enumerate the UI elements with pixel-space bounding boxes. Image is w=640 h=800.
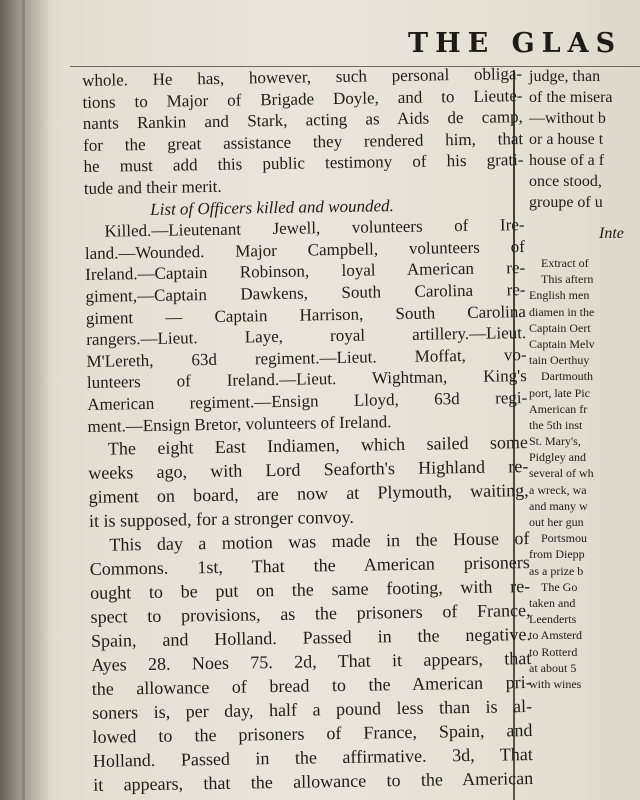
small-text-line: the 5th inst xyxy=(529,417,583,432)
text-line: judge, than xyxy=(529,68,601,85)
small-text-line: Captain Melv xyxy=(529,336,595,351)
text-line: for the great assistance they rendered him, that xyxy=(83,128,524,155)
text-line: lunteers of Ireland.—Lieut. Wightman, King's xyxy=(86,366,528,393)
text-line: the allowance of bread to the American pri- xyxy=(91,672,532,700)
text-line: Holland. Passed in the affirmative. 3d, That xyxy=(92,744,533,772)
small-text-line: Pidgley and xyxy=(529,450,586,465)
small-text-line: St. Mary's, xyxy=(529,434,581,449)
small-print-block xyxy=(529,255,640,692)
small-text-line: with wines xyxy=(529,676,582,691)
newspaper-masthead: THE GLAS xyxy=(408,28,623,59)
text-line: it appears, that the allowance to the American xyxy=(93,768,534,796)
small-text-line: Captain Oert xyxy=(529,320,591,335)
left-column xyxy=(82,63,533,797)
small-text-line: out her gun xyxy=(529,515,584,529)
small-text-line: Extract of xyxy=(541,256,589,270)
text-line: American regiment.—Ensign Lloyd, 63d regi- xyxy=(87,387,528,414)
text-line: rangers.—Lieut. Laye, royal artillery.—Lieut. xyxy=(86,323,527,350)
small-text-line: tain Oerthuy xyxy=(529,353,590,368)
small-text-line: This aftern xyxy=(541,272,594,287)
text-line: ment.—Ensign Bretor, volunteers of Ireland. xyxy=(87,411,392,436)
text-line: The eight East Indiamen, which sailed some xyxy=(107,432,529,459)
small-text-line: to Rotterd xyxy=(529,644,578,659)
text-line: house of a f xyxy=(529,152,605,169)
text-line: M'Lereth, 63d regiment.—Lieut. Moffat, vo- xyxy=(86,344,527,371)
text-line: Commons. 1st, That the American prisoners xyxy=(89,552,530,580)
text-line: groupe of u xyxy=(529,194,603,211)
section-heading: Inte xyxy=(599,225,624,242)
small-text-line: several of wh xyxy=(529,466,594,481)
text-line: it is supposed, for a stronger convoy. xyxy=(88,506,355,532)
page-fold-line xyxy=(22,0,25,800)
text-line: once stood, xyxy=(529,173,602,190)
small-text-line: to Amsterd xyxy=(529,628,582,643)
small-text-line: from Diepp xyxy=(529,547,585,562)
text-line: whole. He has, however, such personal obliga- xyxy=(82,64,523,90)
small-text-line: diamen in the xyxy=(529,304,595,319)
text-line: nants Rankin and Stark, acting as Aids de camp, xyxy=(82,107,523,134)
page-binding-shadow xyxy=(0,0,50,800)
text-line: weeks ago, with Lord Seaforth's Highland re- xyxy=(88,456,529,484)
small-text-line: and many w xyxy=(529,498,588,513)
small-text-line: English men xyxy=(529,288,590,303)
right-column xyxy=(529,66,640,692)
small-text-line: taken and xyxy=(529,595,576,610)
small-text-line: as a prize b xyxy=(529,563,584,578)
text-line: giment on board, are now at Plymouth, waiting, xyxy=(88,480,529,508)
small-text-line: Portsmou xyxy=(541,531,588,546)
text-line: soners is, per day, half a pound less than is al- xyxy=(91,696,533,724)
text-line: giment — Captain Harrison, South Carolina xyxy=(85,301,526,328)
text-line: lowed to the prisoners of France, Spain, and xyxy=(92,720,533,748)
text-line: he must add this public testimony of his grati- xyxy=(83,150,524,177)
small-text-line: a wreck, wa xyxy=(529,482,587,497)
text-line: of the misera xyxy=(529,89,613,106)
small-text-line: The Go xyxy=(541,579,578,594)
text-line: land.—Wounded. Major Campbell, volunteers of xyxy=(84,236,525,263)
small-text-line: American fr xyxy=(529,401,588,416)
small-text-line: Leenderts xyxy=(529,612,577,627)
text-line: ought to be put on the same footing, with re- xyxy=(90,576,531,604)
text-line: giment,—Captain Dawkens, South Carolina re- xyxy=(85,279,526,306)
text-line: This day a motion was made in the House of xyxy=(109,528,530,555)
text-line: or a house t xyxy=(529,131,604,148)
text-line: spect to provisions, as the prisoners of France, xyxy=(90,600,531,628)
text-line: tions to Major of Brigade Doyle, and to Lieute- xyxy=(82,85,523,112)
text-line: tude and their merit. xyxy=(83,176,222,198)
officers-list-heading: List of Officers killed and wounded. xyxy=(150,195,394,219)
small-text-line: Dartmouth xyxy=(541,369,593,384)
small-text-line: at about 5 xyxy=(529,660,577,675)
text-line: Killed.—Lieutenant Jewell, volunteers of Ire- xyxy=(104,215,525,241)
text-line: Ayes 28. Noes 75. 2d, That it appears, that xyxy=(91,648,532,676)
small-text-line: port, late Pic xyxy=(529,385,590,400)
text-line: —without b xyxy=(529,110,606,127)
text-line: Spain, and Holland. Passed in the negative. xyxy=(90,624,532,652)
text-line: Ireland.—Captain Robinson, loyal American re- xyxy=(85,258,526,285)
